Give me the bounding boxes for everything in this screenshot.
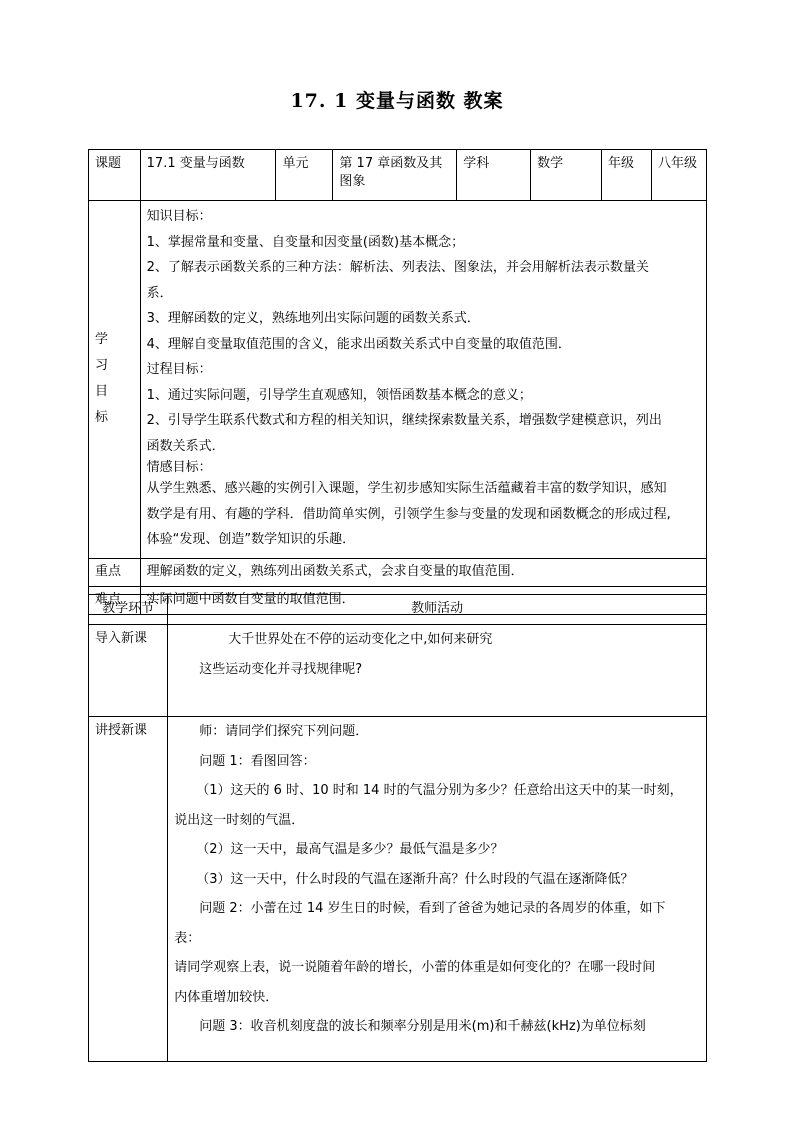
new-line-6: （3）这一天中，什么时段的气温在逐渐升高？什么时段的气温在逐渐降低？: [196, 871, 634, 887]
new-line-7: 问题 2：小蕾在过 14 岁生日的时候，看到了爸爸为她记录的各周岁的体重，如下: [199, 901, 666, 916]
goals-row: [89, 201, 707, 559]
emotion-2: 数学是有用、有趣的学科．借助简单实例，引领学生参与变量的发现和函数概念的形成过程,: [146, 506, 671, 522]
new-lesson-label: 讲授新课: [95, 723, 148, 738]
key-point-row: [89, 558, 707, 586]
process-2b: 函数关系式．: [146, 438, 225, 454]
intro-line-2: 这些运动变化并寻找规律呢?: [199, 661, 363, 677]
intro-content: [168, 625, 706, 689]
subject-label: 课题: [95, 156, 122, 171]
new-line-1: 师：请同学们探究下列问题．: [199, 724, 369, 739]
new-line-4: 说出这一时刻的气温．: [174, 812, 305, 828]
new-line-5: （2）这一天中，最高气温是多少？最低气温是多少？: [196, 842, 504, 857]
goals-content: [141, 201, 706, 558]
goals-label: 学习目标: [95, 332, 109, 426]
new-line-10: 内体重增加较快．: [174, 989, 279, 1005]
new-lesson-content: [168, 717, 706, 1047]
difficulty-label: 难点: [95, 591, 122, 607]
unit-value: 第 17 章函数及其图象: [339, 156, 443, 189]
new-line-9: 请同学观察上表，说一说随着年龄的增长，小蕾的体重是如何变化的？在哪一段时间: [174, 960, 656, 975]
knowledge-title: 知识目标：: [146, 209, 212, 224]
teacher-activity-header: 教师活动: [411, 601, 464, 616]
header-row: [89, 150, 707, 201]
new-lesson-row: [89, 717, 707, 1062]
knowledge-1: 1、掌握常量和变量、自变量和因变量(函数)基本概念；: [146, 234, 465, 250]
key-point-label: 重点: [95, 563, 122, 579]
emotion-1: 从学生熟悉、感兴趣的实例引入课题，学生初步感知实际生活蕴藏着丰富的数学知识，感知: [146, 481, 667, 496]
grade-value: 八年级: [658, 156, 698, 171]
intro-line-1: 大千世界处在不停的运动变化之中,如何来研究: [228, 632, 493, 647]
difficulty-text: 实际问题中函数自变量的取值范围．: [146, 591, 355, 607]
teaching-process-table: [88, 594, 707, 1062]
discipline-label: 学科: [463, 156, 490, 171]
discipline-value: 数学: [537, 156, 564, 171]
new-line-11: 问题 3：收音机刻度盘的波长和频率分别是用米(m)和千赫兹(kHz)为单位标刻: [199, 1019, 646, 1034]
knowledge-2b: 系．: [146, 285, 173, 301]
emotion-title: 情感目标：: [146, 460, 212, 475]
new-line-2: 问题 1：看图回答：: [199, 753, 316, 769]
teaching-step-header: 教学环节: [102, 601, 155, 616]
lesson-info-table: [88, 149, 707, 615]
intro-label: 导入新课: [95, 631, 148, 646]
process-title: 过程目标：: [146, 362, 212, 377]
unit-label: 单元: [282, 156, 309, 171]
new-line-3: （1）这天的 6 时、10 时和 14 时的气温分别为多少？任意给出这天中的某一时刻，: [196, 783, 683, 798]
intro-row: [89, 625, 707, 717]
process-1: 1、通过实际问题，引导学生直观感知，领悟函数基本概念的意义；: [146, 387, 532, 403]
knowledge-4: 4、理解自变量取值范围的含义，能求出函数关系式中自变量的取值范围．: [146, 336, 571, 352]
key-point-text: 理解函数的定义，熟练列出函数关系式，会求自变量的取值范围．: [146, 563, 524, 579]
knowledge-2a: 2、了解表示函数关系的三种方法：解析法、列表法、图象法，并会用解析法表示数量关: [146, 260, 649, 275]
knowledge-3: 3、理解函数的定义，熟练地列出实际问题的函数关系式．: [146, 311, 480, 326]
new-line-8: 表：: [174, 930, 201, 946]
grade-label: 年级: [608, 156, 635, 171]
process-2a: 2、引导学生联系代数式和方程的相关知识，继续探索数量关系，增强数学建模意识，列出: [146, 413, 662, 428]
document-title: 17. 1 变量与函数 教案: [290, 90, 504, 112]
subject-value: 17.1 变量与函数: [146, 156, 245, 171]
teaching-header-row: [89, 595, 707, 625]
emotion-3: 体验“发现、创造”数学知识的乐趣．: [146, 532, 356, 547]
